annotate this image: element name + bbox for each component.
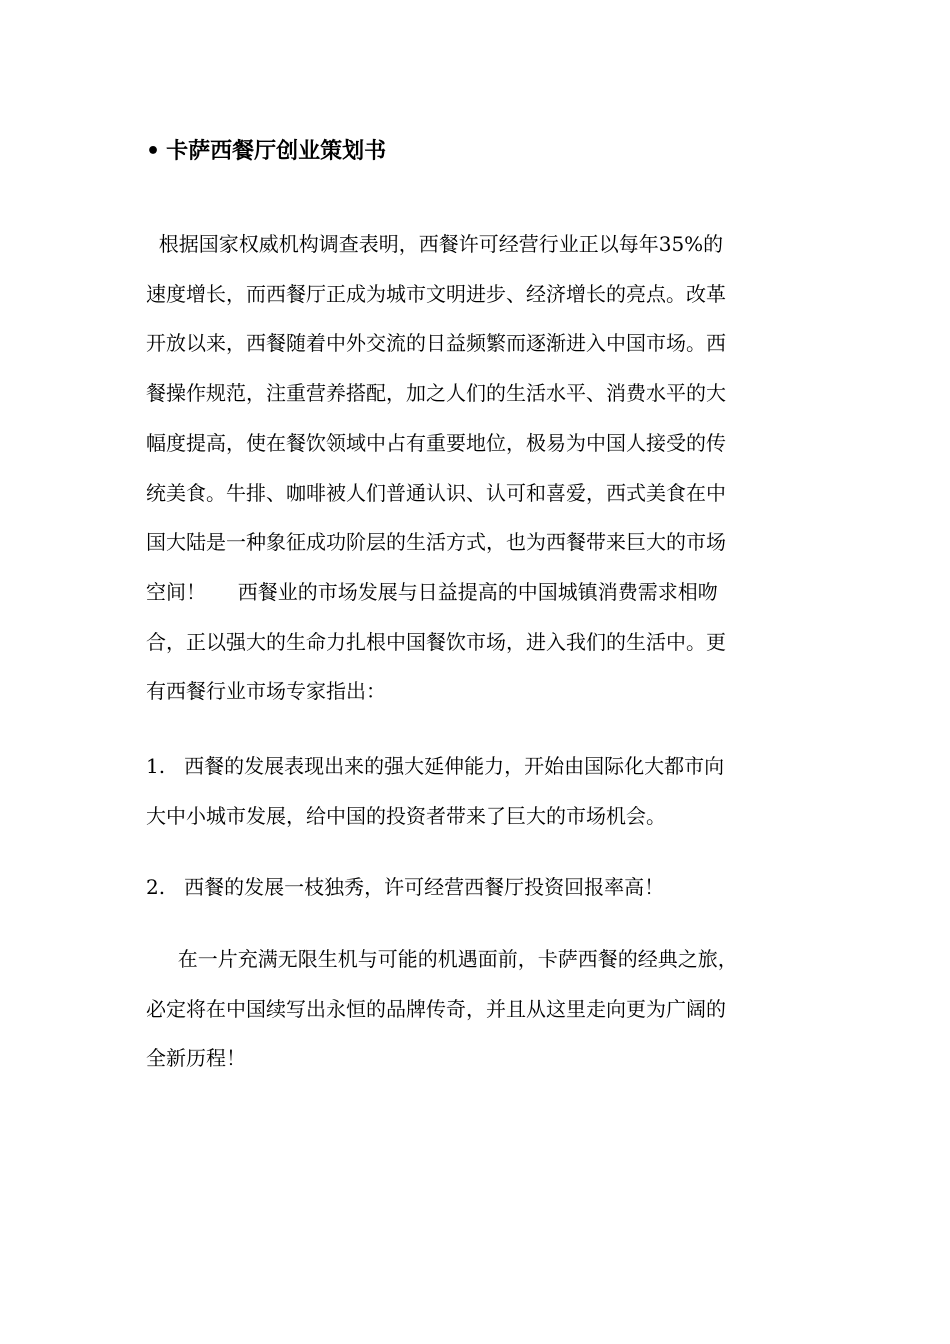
- paragraph-line: 国大陆是一种象征成功阶层的生活方式，也为西餐带来巨大的市场: [146, 530, 726, 554]
- closing-line: 全新历程！: [146, 1046, 246, 1070]
- paragraph-line: 统美食。牛排、咖啡被人们普通认识、认可和喜爱，西式美食在中: [146, 481, 726, 505]
- paragraph-line: 根据国家权威机构调查表明，西餐许可经营行业正以每年35%的: [146, 232, 724, 256]
- paragraph-line: 开放以来，西餐随着中外交流的日益频繁而逐渐进入中国市场。西: [146, 331, 726, 355]
- closing-line: 在一片充满无限生机与可能的机遇面前，卡萨西餐的经典之旅，: [146, 947, 738, 971]
- list-item-line: 2. 西餐的发展一枝独秀，许可经营西餐厅投资回报率高！: [146, 875, 665, 899]
- title-text: 卡萨西餐厅创业策划书: [166, 139, 387, 164]
- paragraph-line: 幅度提高，使在餐饮领域中占有重要地位，极易为中国人接受的传: [146, 431, 726, 455]
- paragraph-line: 速度增长，而西餐厅正成为城市文明进步、经济增长的亮点。改革: [146, 282, 726, 306]
- title-bullet: •: [146, 139, 161, 164]
- list-item-line: 1. 西餐的发展表现出来的强大延伸能力，开始由国际化大都市向: [146, 754, 725, 778]
- paragraph-line: 合，正以强大的生命力扎根中国餐饮市场，进入我们的生活中。更: [146, 630, 726, 654]
- paragraph-line: 有西餐行业市场专家指出：: [146, 679, 386, 703]
- list-item-line: 大中小城市发展，给中国的投资者带来了巨大的市场机会。: [146, 804, 666, 828]
- closing-line: 必定将在中国续写出永恒的品牌传奇，并且从这里走向更为广阔的: [146, 997, 726, 1021]
- paragraph-line: 空间！ 西餐业的市场发展与日益提高的中国城镇消费需求相吻: [146, 580, 718, 604]
- document-title: [146, 136, 386, 168]
- paragraph-line: 餐操作规范，注重营养搭配，加之人们的生活水平、消费水平的大: [146, 381, 726, 405]
